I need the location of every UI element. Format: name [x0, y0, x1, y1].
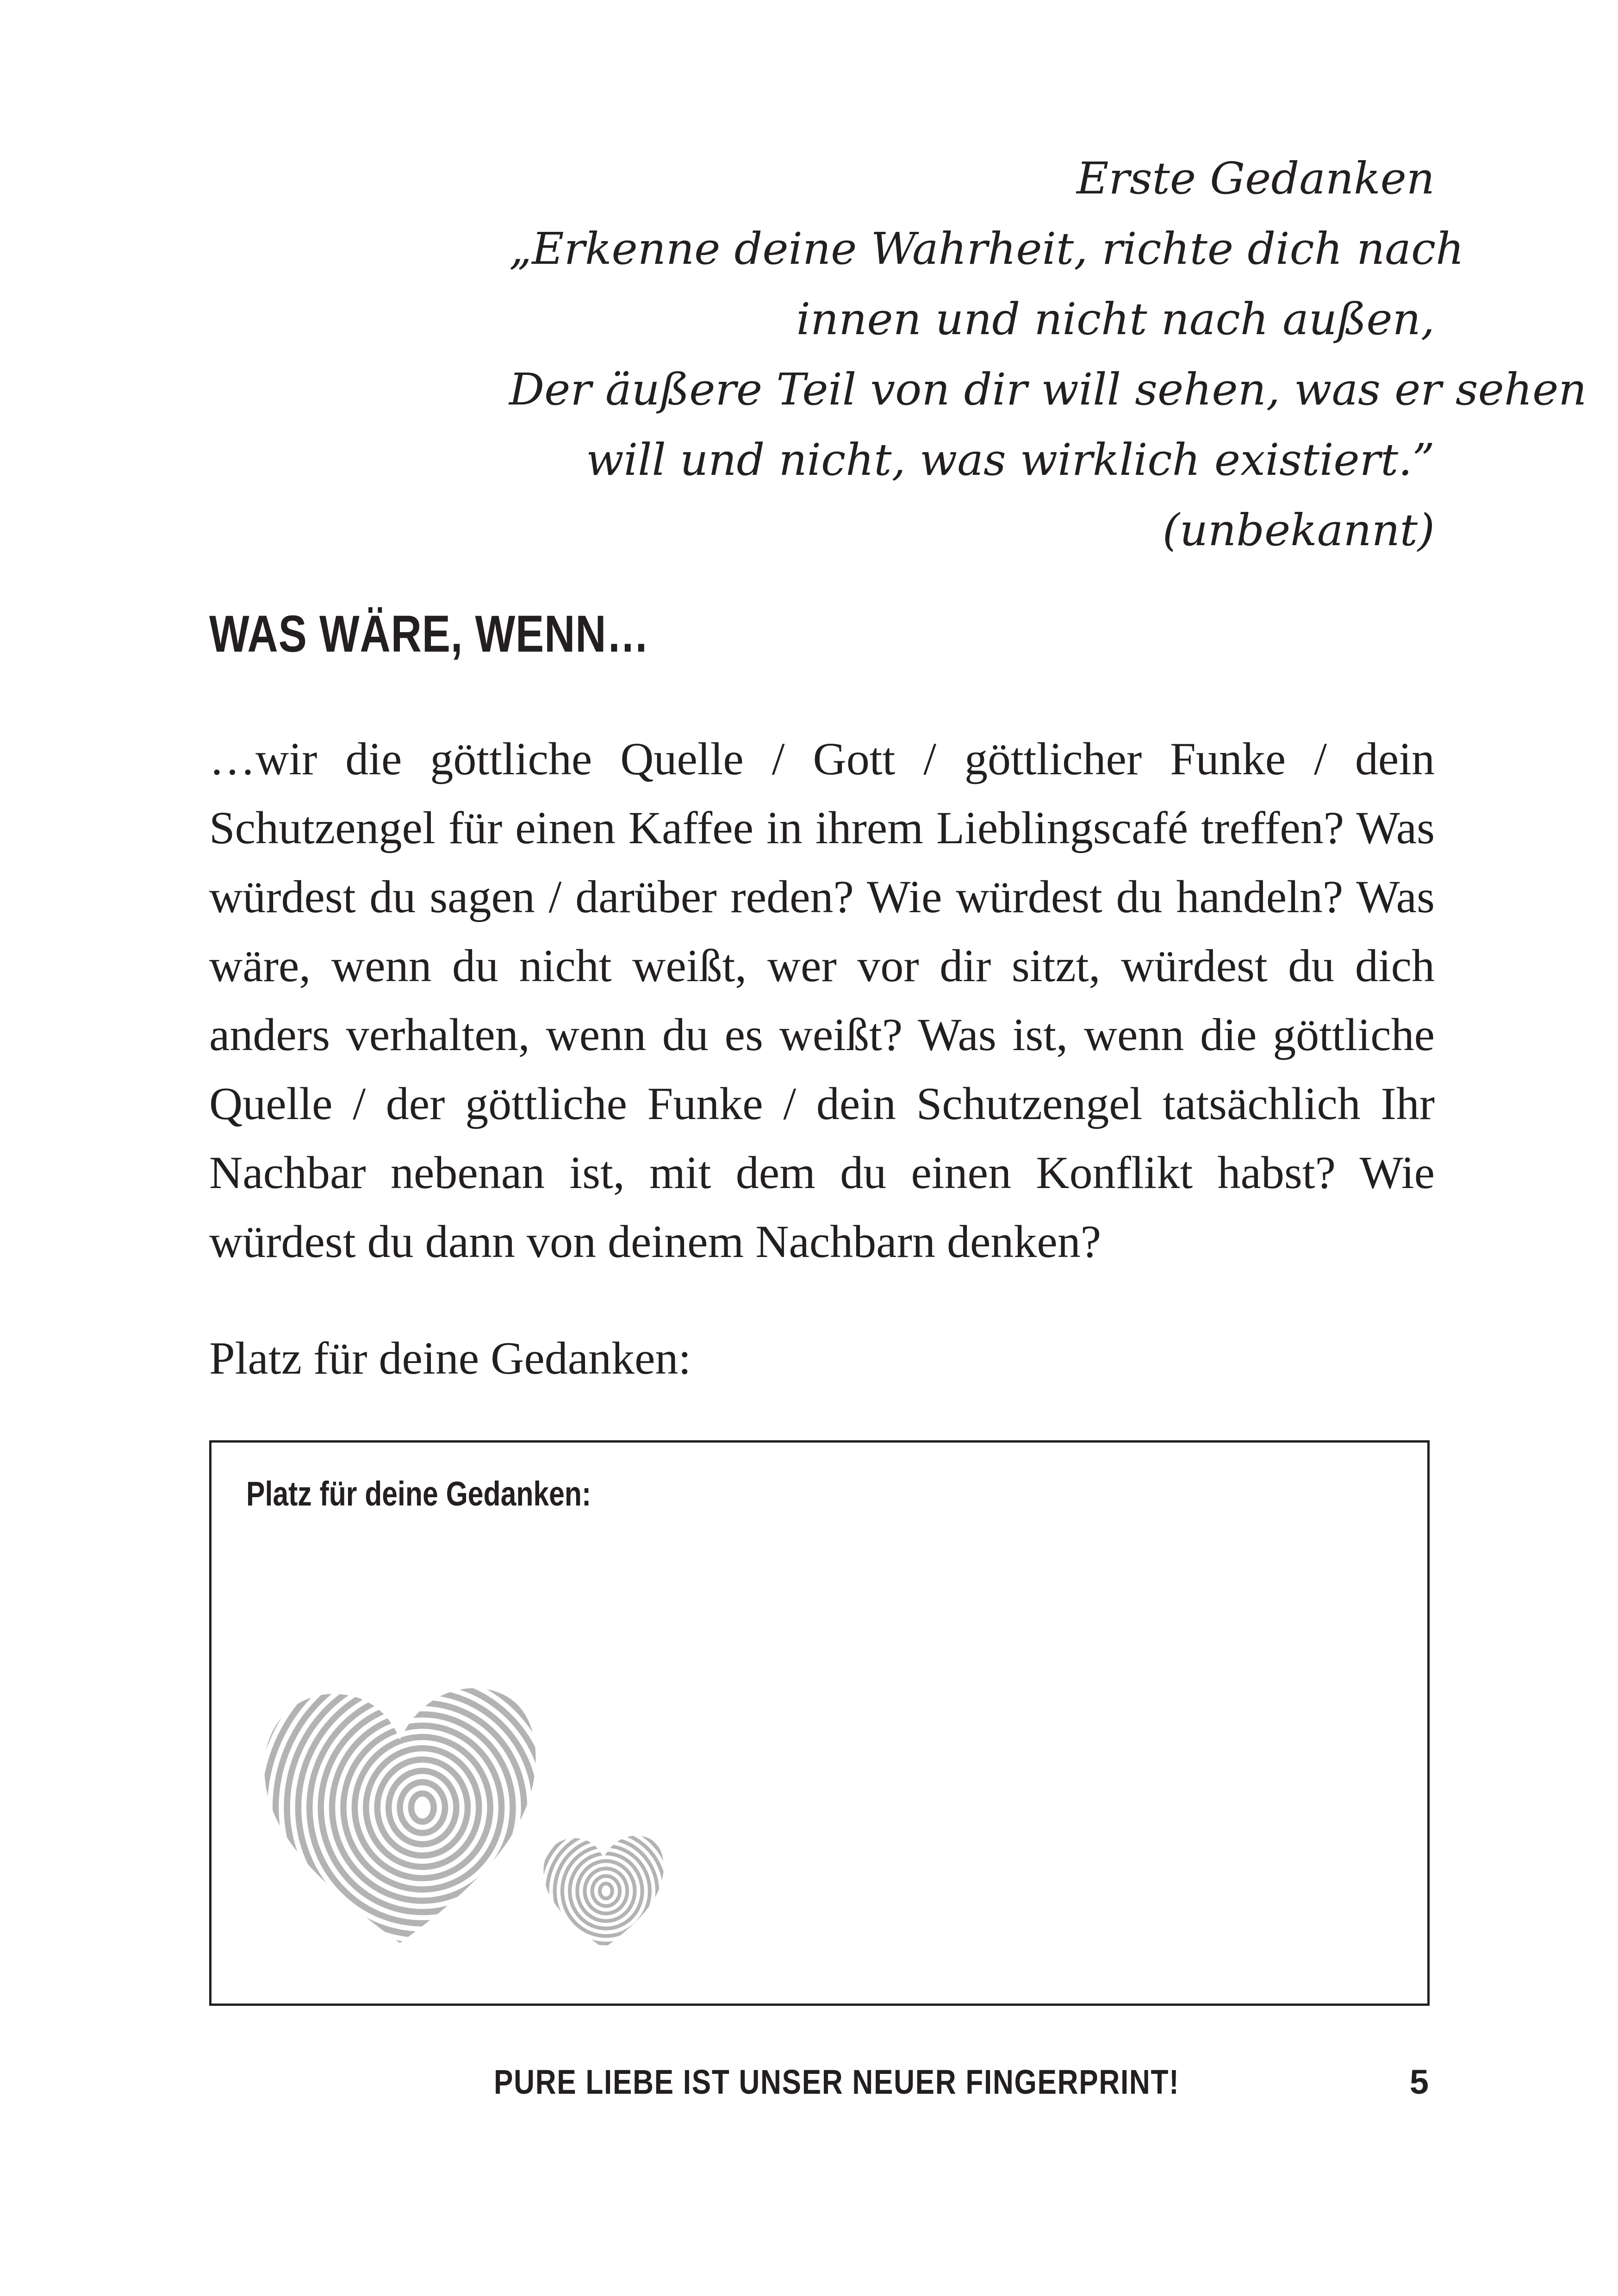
notes-box[interactable] [209, 1440, 1430, 2006]
quote-title: Erste Gedanken [1077, 153, 1435, 204]
page-number: 5 [1409, 2063, 1429, 2101]
notes-prompt: Platz für deine Gedanken: [209, 1332, 691, 1384]
notes-box-label: Platz für deine Gedanken: [246, 1475, 591, 1513]
quote-attribution: (unbekannt) [1162, 505, 1435, 556]
section-heading: WAS WÄRE, WENN… [209, 605, 650, 663]
epigraph-quote [509, 143, 1587, 566]
quote-line: innen und nicht nach außen, [796, 294, 1435, 345]
quote-line: Der äußere Teil von dir will sehen, was er sehen [509, 364, 1587, 415]
footer-motto: PURE LIEBE IST UNSER NEUER FINGERPRINT! [494, 2063, 1180, 2101]
quote-line: „Erkenne deine Wahrheit, richte dich nach [509, 224, 1464, 274]
quote-line: will und nicht, was wirklich existiert.” [586, 435, 1435, 485]
fingerprint-heart-small-icon [541, 1833, 666, 1953]
body-paragraph: …wir die göttliche Quelle / Gott / göttlicher Funke / dein Schutzengel für einen Kaffee in ihrem Lieblingscafé treffen? Was würdest du sagen / darüber reden? Wie würdest du handeln? Was wäre, wenn du nicht weißt, wer vor dir sitzt, würdest du dich anders verhalten, wenn du es weißt? Was ist, wenn die göttliche Quelle / der göttliche Funke / dein Schutzengel tatsächlich Ihr Nachbar nebenan ist, mit dem du einen Konflikt habst? Wie würdest du dann von deinem Nachbarn denken? [209, 733, 1435, 1267]
fingerprint-heart-large-icon [259, 1683, 541, 1952]
